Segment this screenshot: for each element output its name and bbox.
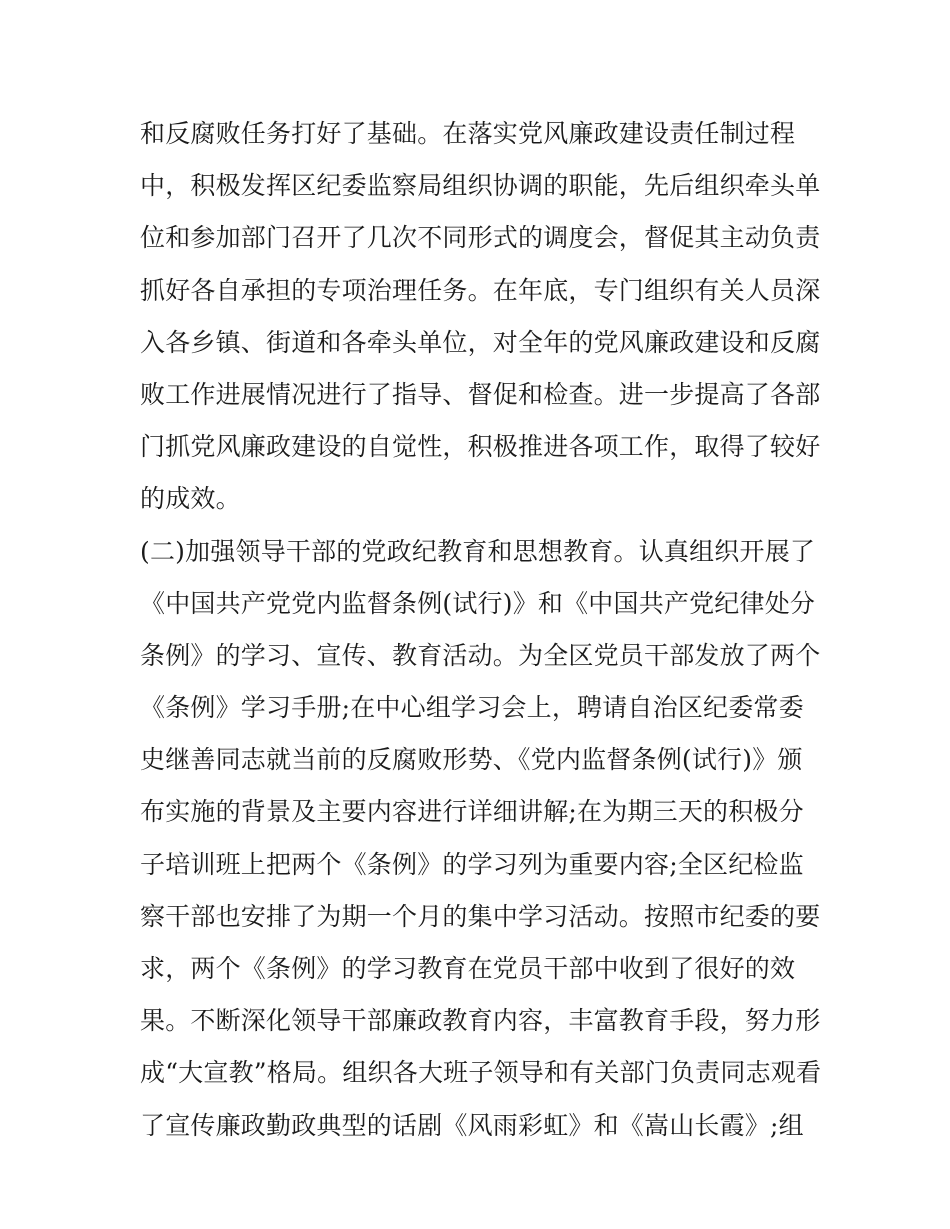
text-line: 抓好各自承担的专项治理任务。在年底，专门组织有关人员深 <box>140 275 821 305</box>
text-line: 中，积极发挥区纪委监察局组织协调的职能，先后组织牵头单 <box>140 171 821 201</box>
text-line: 和反腐败任务打好了基础。在落实党风廉政建设责任制过程 <box>140 119 796 148</box>
text-line: 入各乡镇、街道和各牵头单位，对全年的党风廉政建设和反腐 <box>140 327 821 357</box>
text-line: 子培训班上把两个《条例》的学习列为重要内容;全区纪检监 <box>140 849 804 879</box>
text-line: 位和参加部门召开了几次不同形式的调度会，督促其主动负责 <box>140 223 821 253</box>
text-line: 布实施的背景及主要内容进行详细讲解;在为期三天的积极分 <box>140 797 804 827</box>
text-line: 成“大宣教”格局。组织各大班子领导和有关部门负责同志观看 <box>140 1058 822 1088</box>
text-line: 史继善同志就当前的反腐败形势、《党内监督条例(试行)》颁 <box>140 745 803 775</box>
text-line: 条例》的学习、宣传、教育活动。为全区党员干部发放了两个 <box>140 640 821 670</box>
text-line: (二)加强领导干部的党政纪教育和思想教育。认真组织开展了 <box>140 536 816 566</box>
text-line: 察干部也安排了为期一个月的集中学习活动。按照市纪委的要 <box>140 901 821 931</box>
text-line: 《条例》学习手册;在中心组学习会上，聘请自治区纪委常委 <box>140 693 804 723</box>
text-line: 的成效。 <box>140 484 241 514</box>
text-line: 败工作进展情况进行了指导、督促和检查。进一步提高了各部 <box>140 379 821 409</box>
text-line: 门抓党风廉政建设的自觉性，积极推进各项工作，取得了较好 <box>140 432 821 462</box>
text-line: 《中国共产党党内监督条例(试行)》和《中国共产党纪律处分 <box>140 588 816 618</box>
text-line: 求，两个《条例》的学习教育在党员干部中收到了很好的效 <box>140 954 796 983</box>
text-line: 了宣传廉政勤政典型的话剧《风雨彩虹》和《嵩山长霞》;组 <box>140 1110 804 1140</box>
body-text <box>140 108 820 1152</box>
text-line: 果。不断深化领导干部廉政教育内容，丰富教育手段，努力形 <box>140 1006 821 1036</box>
